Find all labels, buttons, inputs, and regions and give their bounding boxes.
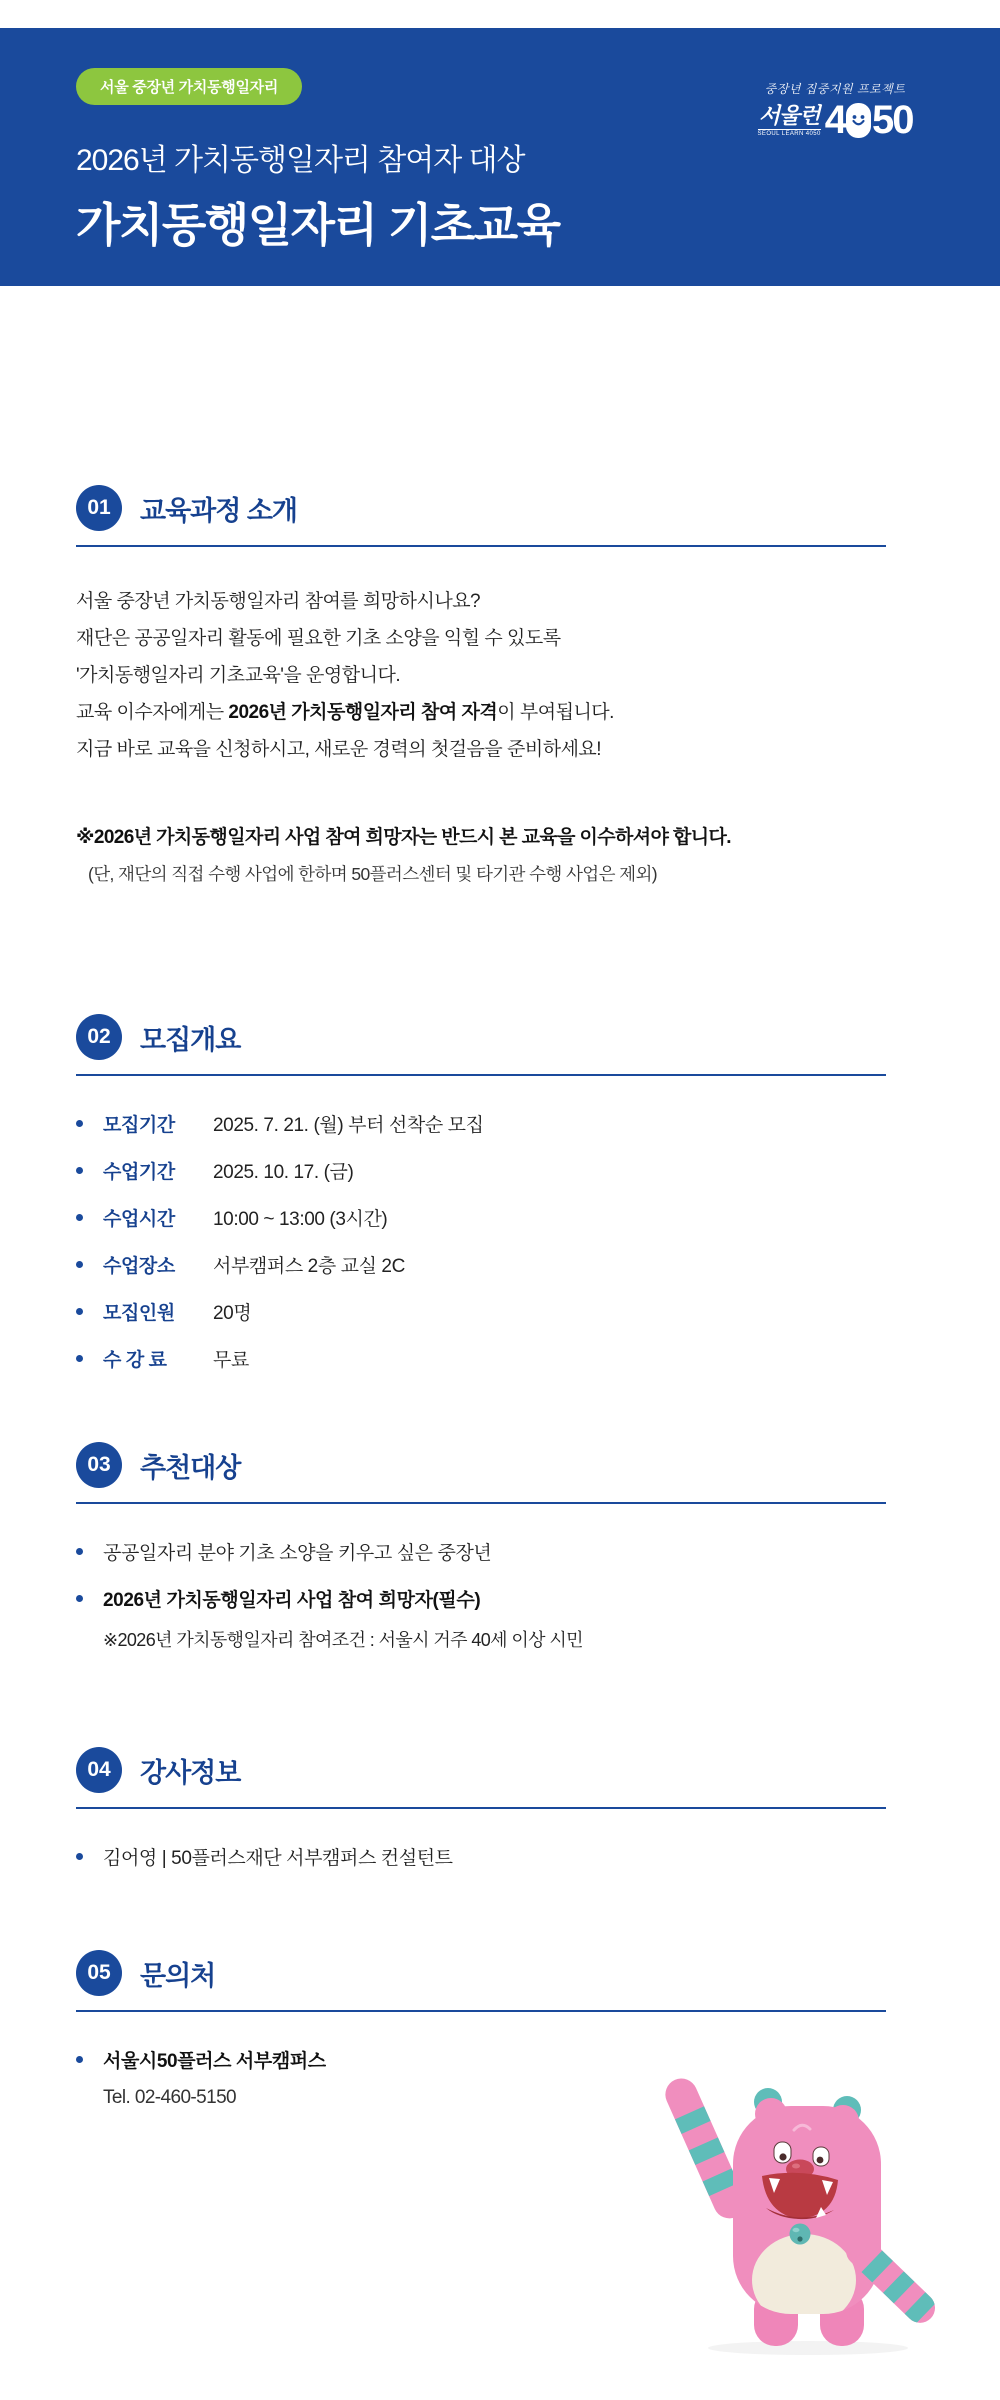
intro-line: 서울 중장년 가치동행일자리 참여를 희망하시나요? — [76, 591, 481, 612]
item-label: 수 강 료 — [103, 1350, 167, 1371]
logo-tagline: 중장년 집중지원 프로젝트 — [764, 82, 906, 96]
content-column — [76, 285, 886, 2109]
bullet-icon — [76, 1595, 83, 1602]
section-recruit-overview — [76, 1014, 886, 1372]
list-item — [76, 1110, 886, 1137]
smiley-zero-icon — [846, 103, 871, 138]
item-value: 무료 — [213, 1350, 249, 1371]
contact-name: 서울시50플러스 서부캠퍼스 — [103, 2051, 326, 2072]
section-number-badge: 04 — [76, 1747, 122, 1793]
note-bold-line: ※2026년 가치동행일자리 사업 참여 희망자는 반드시 본 교육을 이수하셔야 합니다. — [76, 827, 731, 848]
header-subtitle: 2026년 가치동행일자리 참여자 대상 — [76, 144, 525, 177]
section-recommended-audience — [76, 1442, 886, 1652]
list-item — [76, 1843, 886, 1870]
item-value: 20명 — [213, 1303, 252, 1324]
intro-line: 재단은 공공일자리 활동에 필요한 기초 소양을 익힐 수 있도록 — [76, 628, 561, 649]
bullet-icon — [76, 1214, 83, 1221]
section-title: 문의처 — [140, 1960, 216, 1991]
item-label: 모집인원 — [103, 1303, 175, 1324]
section-heading — [76, 1442, 886, 1504]
section-title: 모집개요 — [140, 1024, 241, 1055]
list-item — [76, 1345, 886, 1372]
note-sub-line: (단, 재단의 직접 수행 사업에 한하며 50플러스센터 및 타기관 수행 사업은 제외) — [88, 864, 658, 884]
item-value: 2025. 10. 17. (금) — [213, 1162, 354, 1183]
list-item — [76, 1157, 886, 1184]
logo-number — [825, 100, 913, 140]
logo-wordmark-sub: SEOUL LEARN 4050 — [757, 131, 821, 137]
instructor-list — [76, 1843, 886, 1870]
eligibility-note: ※2026년 가치동행일자리 참여조건 : 서울시 거주 40세 이상 시민 — [103, 1630, 583, 1650]
item-value: 2025. 7. 21. (월) 부터 선착순 모집 — [213, 1115, 484, 1136]
section-number-badge: 05 — [76, 1950, 122, 1996]
bullet-icon — [76, 1261, 83, 1268]
section-course-intro — [76, 485, 886, 886]
seoul-learn-4050-logo — [720, 80, 950, 140]
page-title: 가치동행일자리 기초교육 — [76, 199, 560, 251]
intro-line: 교육 이수자에게는 2026년 가치동행일자리 참여 자격이 부여됩니다. — [76, 702, 614, 723]
item-label: 수업시간 — [103, 1209, 175, 1230]
mandatory-note — [76, 822, 886, 886]
section-number-badge: 02 — [76, 1014, 122, 1060]
list-item — [76, 1204, 886, 1231]
section-title: 강사정보 — [140, 1757, 241, 1788]
intro-paragraph — [76, 583, 886, 768]
item-label: 수업기간 — [103, 1162, 175, 1183]
bullet-icon — [76, 1853, 83, 1860]
item-text: 2026년 가치동행일자리 사업 참여 희망자(필수) — [103, 1590, 481, 1611]
intro-line: '가치동행일자리 기초교육'을 운영합니다. — [76, 665, 401, 686]
bullet-icon — [76, 1167, 83, 1174]
program-badge: 서울 중장년 가치동행일자리 — [76, 68, 302, 105]
item-value: 10:00 ~ 13:00 (3시간) — [213, 1209, 388, 1230]
section-number-badge: 01 — [76, 485, 122, 531]
section-heading — [76, 1014, 886, 1076]
section-heading — [76, 485, 886, 547]
audience-list — [76, 1538, 886, 1652]
section-heading — [76, 1747, 886, 1809]
section-title: 교육과정 소개 — [140, 495, 297, 526]
bullet-icon — [76, 1120, 83, 1127]
list-item — [76, 1538, 886, 1565]
bullet-icon — [76, 1548, 83, 1555]
contact-phone: Tel. 02-460-5150 — [103, 2087, 237, 2108]
logo-number-suffix: 50 — [871, 98, 913, 142]
list-item — [76, 1251, 886, 1278]
section-instructor-info — [76, 1747, 886, 1870]
bullet-icon — [76, 2056, 83, 2063]
recruit-detail-list — [76, 1110, 886, 1372]
bullet-icon — [76, 1355, 83, 1362]
item-label: 모집기간 — [103, 1115, 175, 1136]
item-text: 김어영 | 50플러스재단 서부캠퍼스 컨설턴트 — [103, 1848, 453, 1869]
section-number-badge: 03 — [76, 1442, 122, 1488]
section-title: 추천대상 — [140, 1452, 241, 1483]
intro-line: 지금 바로 교육을 신청하시고, 새로운 경력의 첫걸음을 준비하세요! — [76, 739, 602, 760]
item-label: 수업장소 — [103, 1256, 175, 1277]
item-text: 공공일자리 분야 기초 소양을 키우고 싶은 중장년 — [103, 1543, 492, 1564]
logo-wordmark: 서울런 — [758, 103, 820, 128]
list-item — [76, 1585, 886, 1612]
logo-number-prefix: 4 — [824, 98, 845, 142]
item-value: 서부캠퍼스 2층 교실 2C — [213, 1256, 405, 1277]
mascot-illustration — [628, 2048, 948, 2358]
bullet-icon — [76, 1308, 83, 1315]
section-heading — [76, 1950, 886, 2012]
list-item — [76, 1298, 886, 1325]
header-banner — [0, 28, 1000, 286]
